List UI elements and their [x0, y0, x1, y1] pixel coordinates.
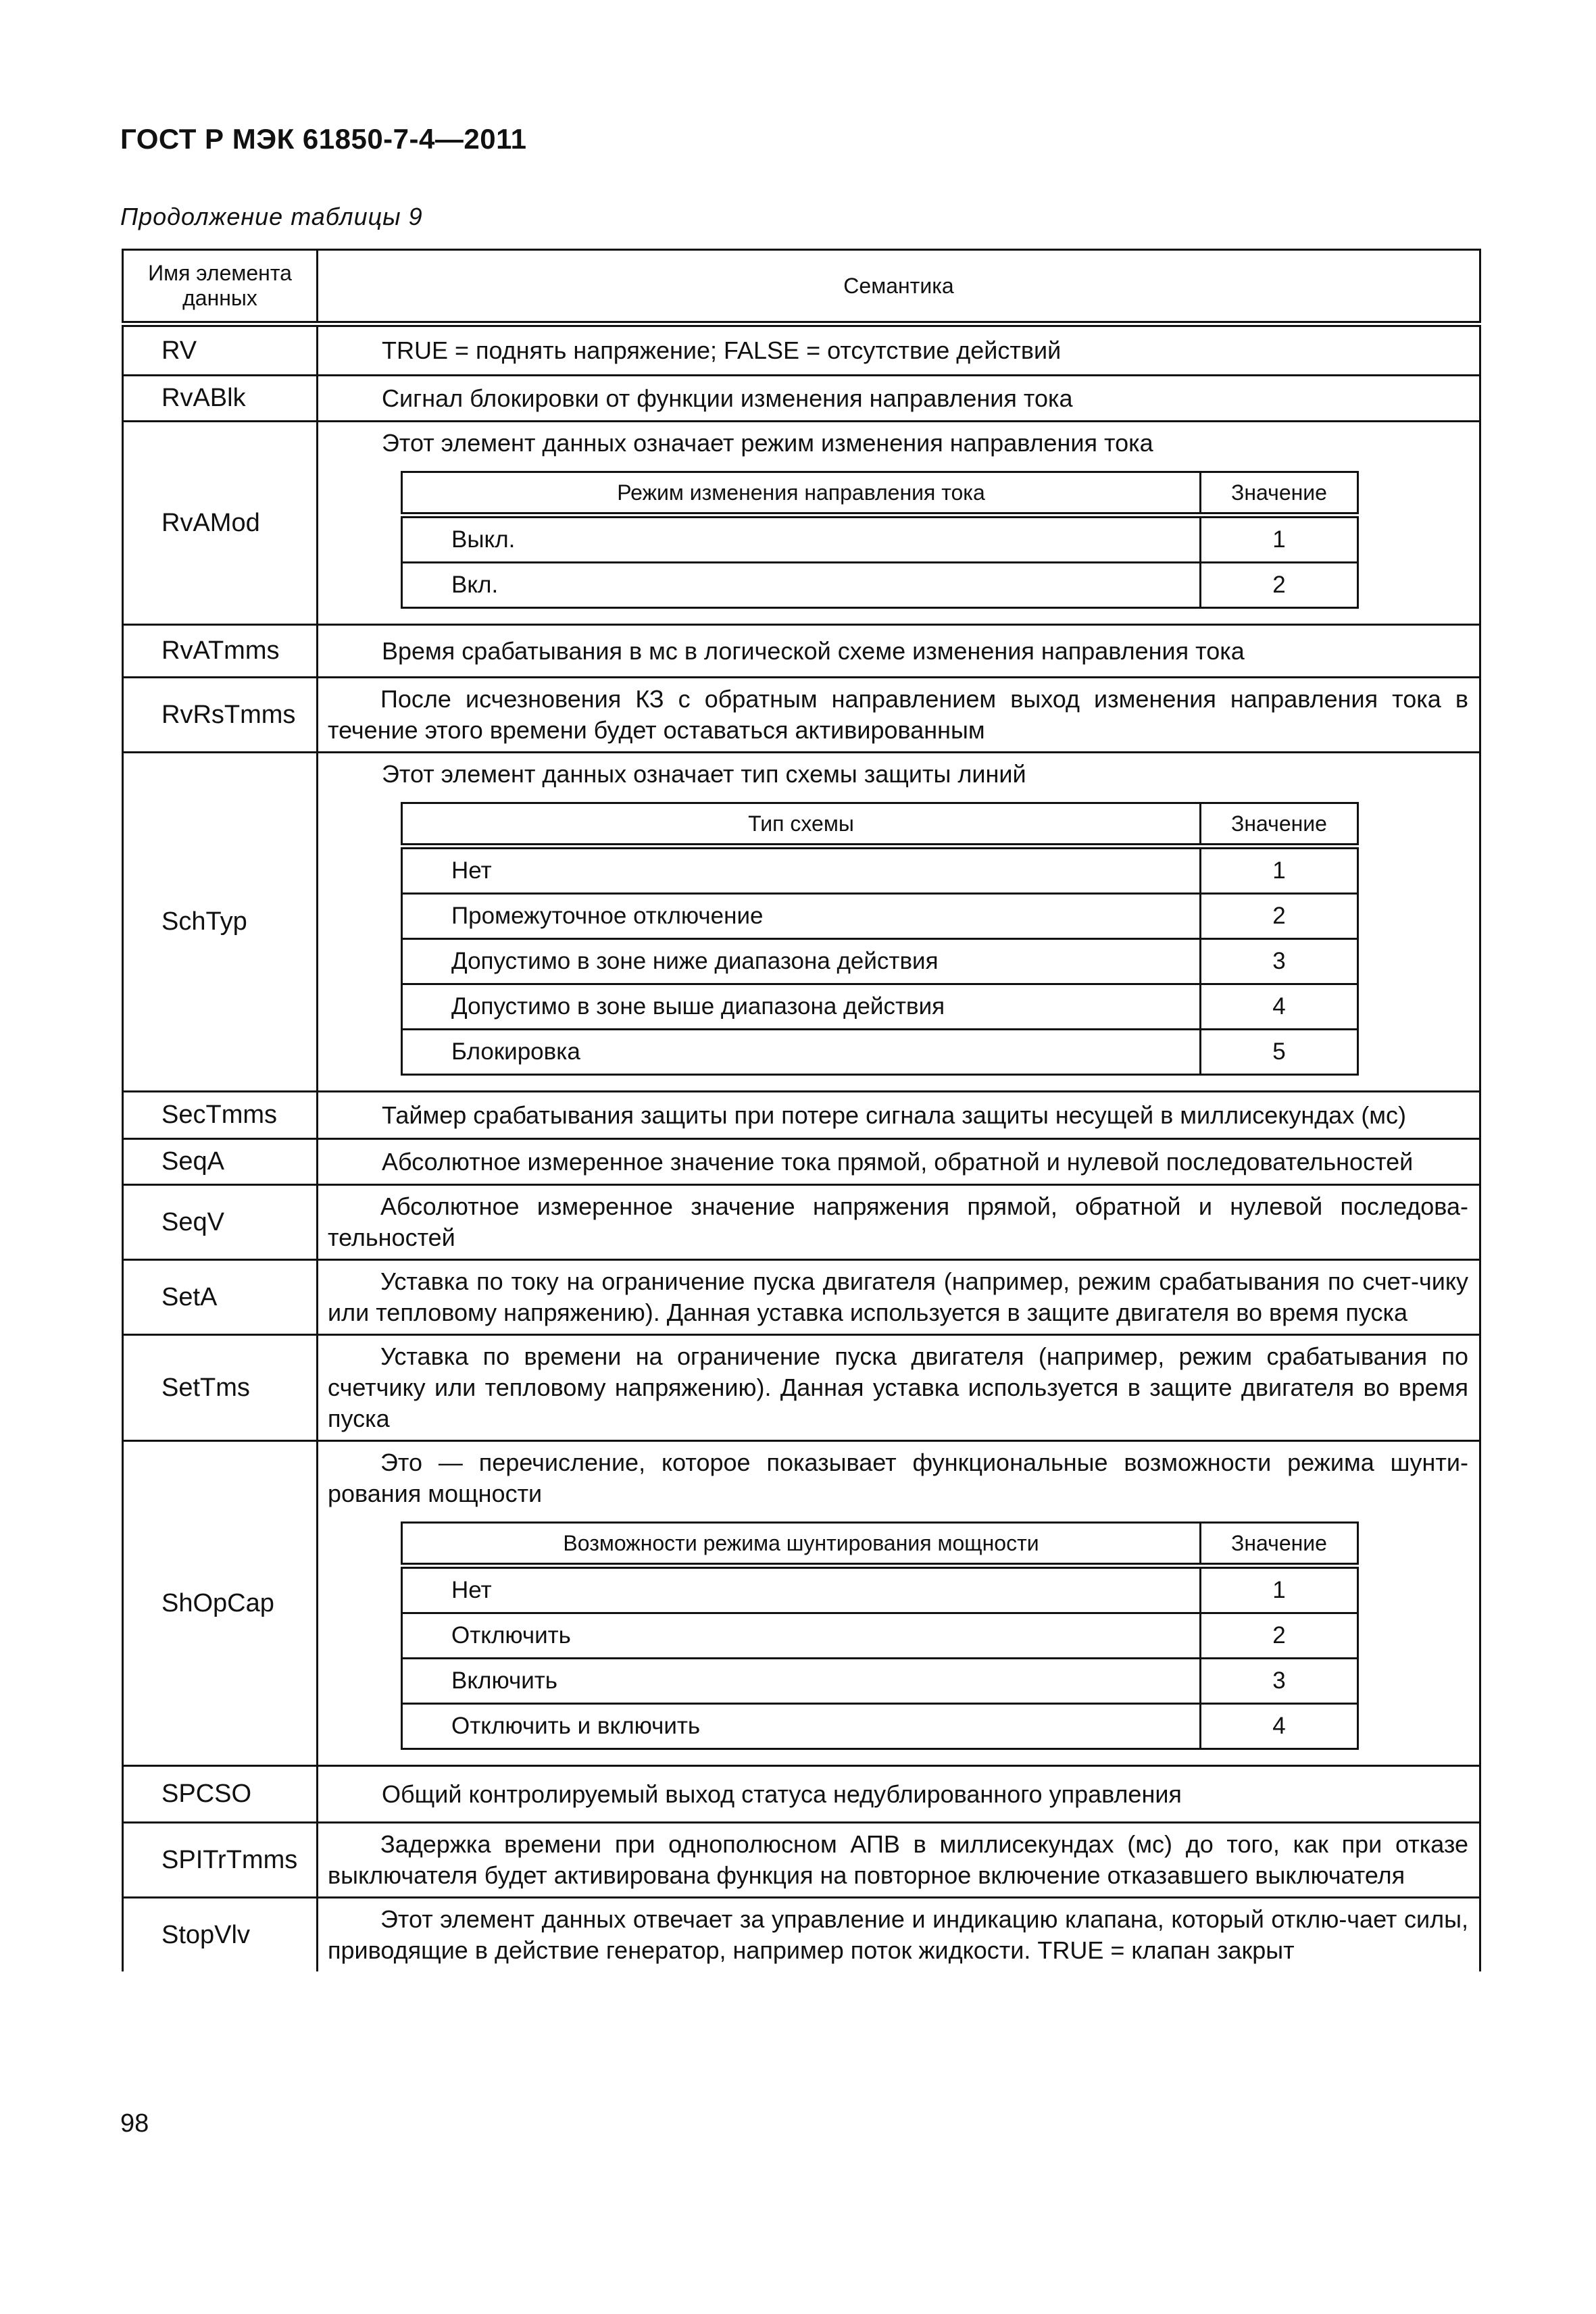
- subtable-label: Нет: [402, 847, 1201, 894]
- element-name: SPCSO: [123, 1766, 318, 1823]
- subtable-row: [402, 1613, 1358, 1659]
- table-row: [123, 625, 1480, 678]
- subtable-value: 1: [1201, 515, 1358, 563]
- document-header: ГОСТ Р МЭК 61850-7-4—2011: [120, 123, 527, 155]
- element-name: SchTyp: [123, 753, 318, 1092]
- element-name: SecTmms: [123, 1092, 318, 1139]
- element-semantics: Общий контролируемый выход статуса недублированного управления: [382, 1780, 1182, 1808]
- subtable-row: [402, 939, 1358, 984]
- subtable-value: 2: [1201, 563, 1358, 608]
- subtable-label: Допустимо в зоне ниже диапазона действия: [402, 939, 1201, 984]
- subtable-label: Включить: [402, 1659, 1201, 1704]
- table-row: [123, 1092, 1480, 1139]
- subtable-row: [402, 984, 1358, 1030]
- element-semantics: Абсолютное измеренное значение напряжения прямой, обратной и нулевой последова-тельностей: [328, 1192, 1468, 1251]
- element-semantics: После исчезновения КЗ с обратным направлением выход изменения направления тока в течение этого времени будет оставаться активированным: [328, 685, 1468, 744]
- element-semantics: Время срабатывания в мс в логической схеме изменения направления тока: [382, 636, 1245, 665]
- subtable-header-label: Возможности режима шунтирования мощности: [402, 1523, 1201, 1566]
- table-header-row: [123, 250, 1480, 324]
- table-row: [123, 1441, 1480, 1766]
- subtable-label: Нет: [402, 1566, 1201, 1613]
- page-number: 98: [120, 2109, 149, 2138]
- shunt-capabilities-subtable: [401, 1521, 1359, 1750]
- subtable-header-label: Тип схемы: [402, 803, 1201, 847]
- subtable-label: Отключить: [402, 1613, 1201, 1659]
- subtable-label: Отключить и включить: [402, 1704, 1201, 1749]
- table-caption: Продолжение таблицы 9: [120, 203, 423, 230]
- subtable-row: [402, 847, 1358, 894]
- table-row: [123, 678, 1480, 753]
- table-row: [123, 1823, 1480, 1898]
- subtable-label: Блокировка: [402, 1030, 1201, 1075]
- element-name: SPITrTmms: [123, 1823, 318, 1898]
- header-name: Имя элемента данных: [123, 250, 318, 324]
- element-name: RvAMod: [123, 422, 318, 625]
- element-name: SeqV: [123, 1185, 318, 1260]
- subtable-row: [402, 1566, 1358, 1613]
- subtable-value: 5: [1201, 1030, 1358, 1075]
- subtable-label: Допустимо в зоне выше диапазона действия: [402, 984, 1201, 1030]
- element-name: RvABlk: [123, 376, 318, 422]
- element-semantics: Этот элемент данных означает режим изменения направления тока: [382, 429, 1153, 457]
- subtable-header-value: Значение: [1201, 472, 1358, 515]
- subtable-header-value: Значение: [1201, 803, 1358, 847]
- table-row: [123, 1898, 1480, 1972]
- subtable-row: [402, 1659, 1358, 1704]
- subtable-header-label: Режим изменения направления тока: [402, 472, 1201, 515]
- subtable-row: [402, 563, 1358, 608]
- data-elements-table: [122, 249, 1481, 1971]
- element-semantics: TRUE = поднять напряжение; FALSE = отсутствие действий: [382, 336, 1062, 364]
- element-semantics: Таймер срабатывания защиты при потере сигнала защиты несущей в миллисекундах (мс): [382, 1101, 1407, 1129]
- subtable-value: 3: [1201, 939, 1358, 984]
- element-semantics: Уставка по току на ограничение пуска двигателя (например, режим срабатывания по счет-чику или тепловому напряжению). Данная уставка используется в защите двигателя во время пуска: [328, 1267, 1468, 1326]
- table-row: [123, 1139, 1480, 1185]
- element-name: SeqA: [123, 1139, 318, 1185]
- element-name: SetTms: [123, 1335, 318, 1441]
- subtable-value: 2: [1201, 1613, 1358, 1659]
- table-row: [123, 376, 1480, 422]
- element-name: RvATmms: [123, 625, 318, 678]
- subtable-label: Вкл.: [402, 563, 1201, 608]
- table-row: [123, 324, 1480, 376]
- element-name: ShOpCap: [123, 1441, 318, 1766]
- table-row: [123, 1766, 1480, 1823]
- subtable-row: [402, 1704, 1358, 1749]
- header-semantics: Семантика: [318, 250, 1480, 324]
- subtable-value: 4: [1201, 984, 1358, 1030]
- element-semantics: Это — перечисление, которое показывает функциональные возможности режима шунти-рования мощности: [328, 1449, 1468, 1507]
- subtable-value: 2: [1201, 894, 1358, 939]
- subtable-row: [402, 894, 1358, 939]
- subtable-value: 1: [1201, 847, 1358, 894]
- scheme-type-subtable: [401, 802, 1359, 1076]
- subtable-value: 3: [1201, 1659, 1358, 1704]
- element-name: StopVlv: [123, 1898, 318, 1972]
- subtable-label: Промежуточное отключение: [402, 894, 1201, 939]
- element-semantics: Этот элемент данных отвечает за управление и индикацию клапана, который отклю-чает силы, приводящие в действие генератор, например поток жидкости. TRUE = клапан закрыт: [328, 1905, 1468, 1964]
- element-semantics: Уставка по времени на ограничение пуска двигателя (например, режим срабатывания по счетчику или тепловому напряжению). Данная уставка используется в защите двигателя во время пуска: [328, 1342, 1468, 1432]
- table-row: [123, 753, 1480, 1092]
- subtable-row: [402, 515, 1358, 563]
- element-semantics: Абсолютное измеренное значение тока прямой, обратной и нулевой последовательностей: [382, 1147, 1414, 1176]
- element-name: SetA: [123, 1260, 318, 1335]
- subtable-value: 1: [1201, 1566, 1358, 1613]
- table-row: [123, 1335, 1480, 1441]
- element-name: RV: [123, 324, 318, 376]
- element-semantics: Задержка времени при однополюсном АПВ в миллисекундах (мс) до того, как при отказе выключателя будет активирована функция на повторное включение отказавшего выключателя: [328, 1830, 1468, 1889]
- mode-subtable: [401, 471, 1359, 609]
- element-semantics: Сигнал блокировки от функции изменения направления тока: [382, 384, 1073, 412]
- subtable-value: 4: [1201, 1704, 1358, 1749]
- subtable-row: [402, 1030, 1358, 1075]
- element-semantics: Этот элемент данных означает тип схемы защиты линий: [382, 760, 1026, 788]
- subtable-label: Выкл.: [402, 515, 1201, 563]
- table-row: [123, 1260, 1480, 1335]
- element-name: RvRsTmms: [123, 678, 318, 753]
- subtable-header-value: Значение: [1201, 1523, 1358, 1566]
- table-row: [123, 422, 1480, 625]
- table-row: [123, 1185, 1480, 1260]
